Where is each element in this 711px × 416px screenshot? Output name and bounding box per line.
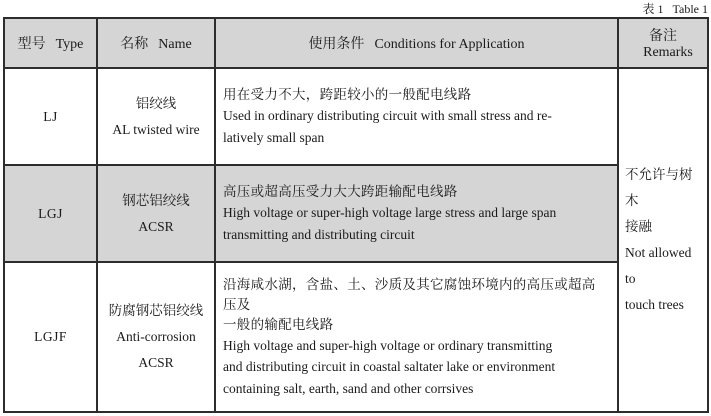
header-name-cell	[97, 18, 215, 68]
header-remarks-en: Remarks	[643, 45, 693, 60]
type-cell-lgjf: LGJF	[4, 262, 97, 412]
condition-line-zh: 用在受力不大，跨距较小的一般配电线路	[223, 87, 472, 102]
header-conditions-en: Conditions for Application	[374, 37, 525, 52]
condition-line-zh: 一般的输配电线路	[223, 316, 334, 332]
remarks-cell	[618, 68, 708, 412]
table-header-row	[4, 18, 708, 68]
conditions-cell-lgj	[215, 165, 618, 262]
name-line: 钢芯铝绞线	[122, 192, 190, 208]
condition-line-en: High voltage and super-high voltage or ordinary transmitting	[223, 337, 553, 353]
header-type-zh: 型号	[17, 37, 46, 52]
name-line: Anti-corrosion	[116, 329, 196, 344]
type-cell-lgj: LGJ	[4, 165, 97, 262]
name-line: 铝绞线	[135, 95, 177, 111]
table-row-lgjf	[4, 262, 708, 412]
wire-types-table	[3, 17, 709, 413]
header-conditions-cell	[215, 18, 618, 68]
header-conditions-zh: 使用条件	[308, 37, 365, 52]
header-remarks-cell	[618, 18, 708, 68]
table-row-lgj	[4, 165, 708, 262]
conditions-cell-lgjf	[215, 262, 618, 412]
name-line: ACSR	[138, 218, 174, 234]
name-line: 防腐钢芯铝绞线	[108, 303, 204, 318]
name-cell-lgjf	[97, 262, 215, 412]
condition-line-en: transmitting and distributing circuit	[223, 226, 415, 242]
header-name-zh: 名称	[120, 37, 149, 52]
remark-line-en: Not allowed to	[625, 245, 692, 286]
name-cell-lj	[97, 68, 215, 165]
name-line: AL twisted wire	[112, 121, 200, 137]
remark-line-en: touch trees	[625, 297, 684, 312]
condition-line-en: High voltage or super-high voltage large stress and large span	[223, 205, 557, 220]
table-caption	[643, 0, 709, 17]
header-remarks-zh: 备注	[649, 29, 677, 44]
condition-line-en: containing salt, earth, sand and other corrsives	[223, 380, 474, 396]
name-line: ACSR	[138, 355, 174, 370]
header-name-en: Name	[158, 37, 192, 52]
remark-line-zh: 不允许与树木	[625, 167, 693, 208]
condition-line-zh: 高压或超高压受力大大跨距输配电线路	[223, 184, 458, 199]
condition-line-en: and distributing circuit in coastal saltater lake or environment	[223, 359, 556, 375]
type-cell-lj: LJ	[4, 68, 97, 165]
table-caption-zh: 表 1	[642, 2, 664, 16]
table-row-lj	[4, 68, 708, 165]
header-type-cell	[4, 18, 97, 68]
condition-line-en: latively small span	[223, 129, 325, 145]
remark-line-zh: 接融	[625, 219, 652, 234]
conditions-cell-lj	[215, 68, 618, 165]
table-caption-en: Table 1	[672, 2, 708, 16]
header-type-en: Type	[55, 37, 84, 52]
condition-line-zh: 沿海咸水湖，含盐、土、沙质及其它腐蚀环境内的高压或超高压及	[223, 276, 596, 312]
condition-line-en: Used in ordinary distributing circuit with small stress and re-	[223, 108, 552, 123]
name-cell-lgj	[97, 165, 215, 262]
